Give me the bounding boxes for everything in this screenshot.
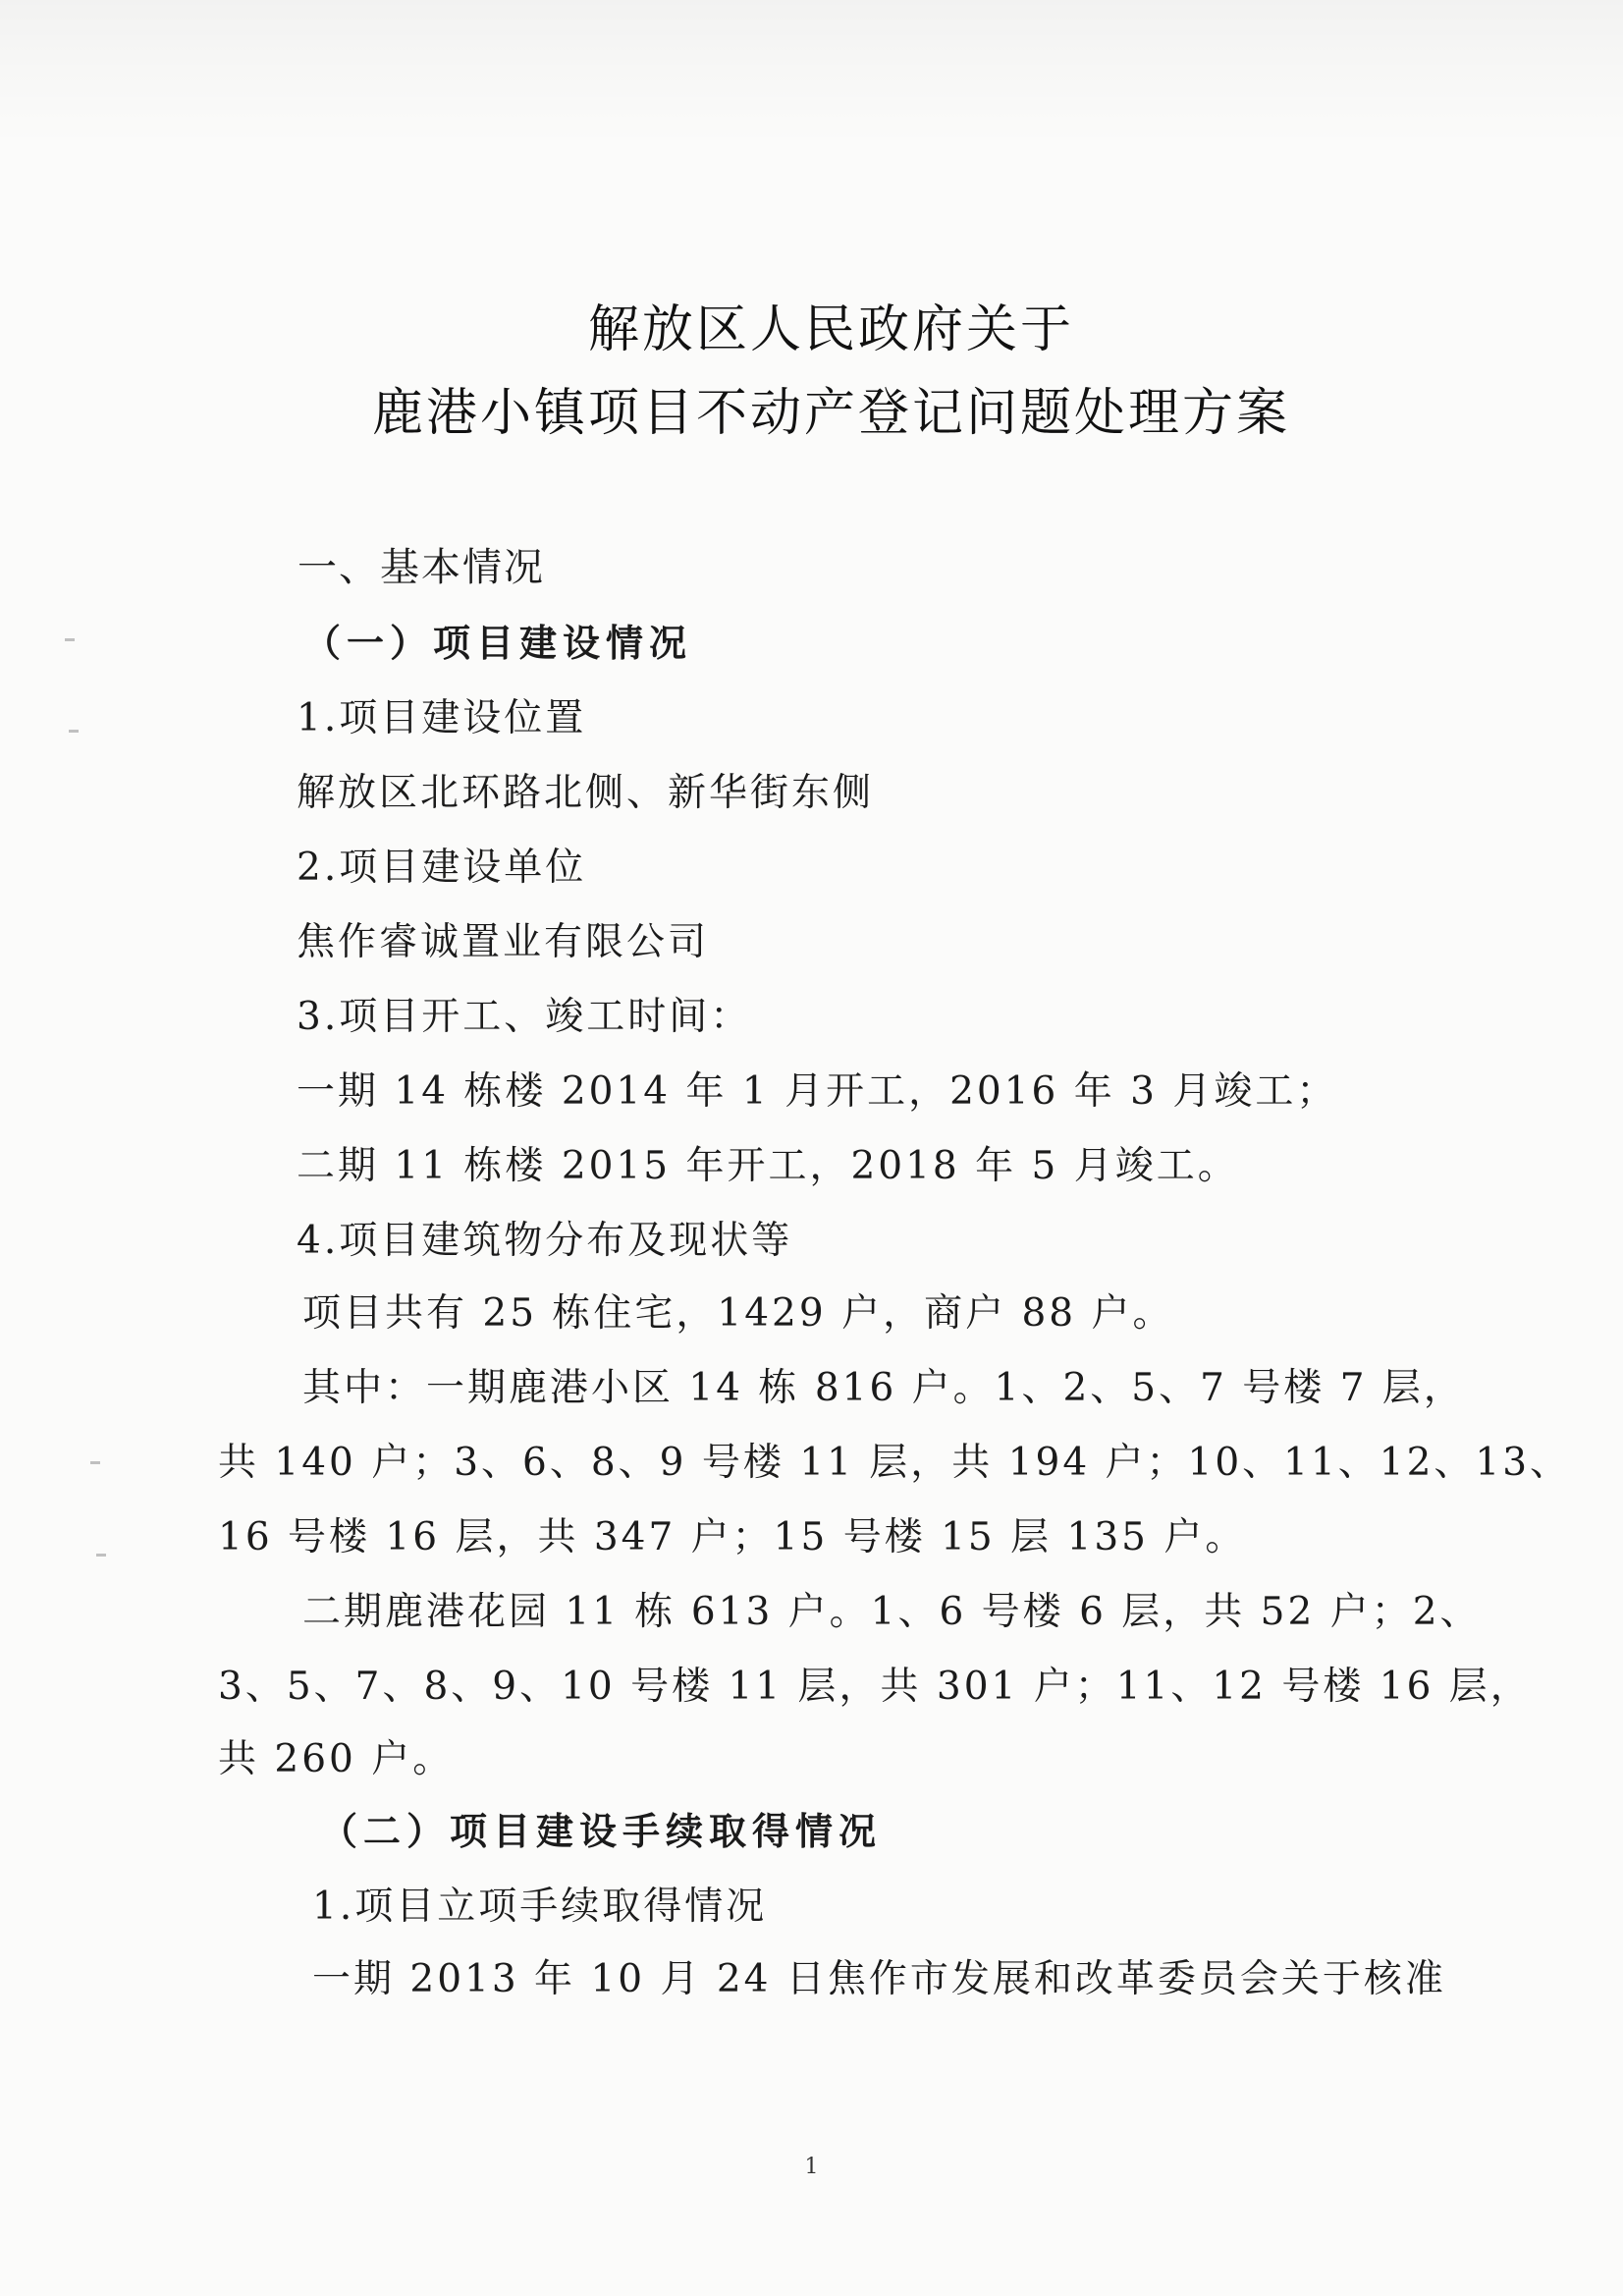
phase2-line3: 共 260 户。 [218,1737,455,1781]
document-title-line1: 解放区人民政府关于 [587,301,1074,359]
item4-summary: 项目共有 25 栋住宅，1429 户，商户 88 户。 [302,1291,1174,1336]
page-number: 1 [804,2155,819,2179]
scan-margin-mark [90,1461,100,1464]
item2-label: 2.项目建设单位 [297,846,587,890]
phase2-line2: 3、5、7、8、9、10 号楼 11 层，共 301 户；11、12 号楼 16 层， [218,1665,1532,1709]
phase1-line1: 其中：一期鹿港小区 14 栋 816 户。1、2、5、7 号楼 7 层， [302,1366,1465,1410]
scan-shadow [0,0,1623,147]
item3-phase1: 一期 14 栋楼 2014 年 1 月开工，2016 年 3 月竣工； [297,1069,1338,1114]
scan-margin-mark [65,638,75,641]
phase2-line1: 二期鹿港花园 11 栋 613 户。1、6 号楼 6 层，共 52 户；2、 [302,1590,1482,1634]
document-title-line2: 鹿港小镇项目不动产登记问题处理方案 [371,384,1290,443]
item4-label: 4.项目建筑物分布及现状等 [297,1219,793,1263]
sub2-item1-text: 一期 2013 年 10 月 24 日焦作市发展和改革委员会关于核准 [312,1957,1446,2001]
phase1-line3: 16 号楼 16 层，共 347 户；15 号楼 15 层 135 户。 [218,1515,1247,1559]
item1-label: 1.项目建设位置 [297,696,587,740]
item2-text: 焦作睿诚置业有限公司 [297,920,710,964]
subsection2-heading: （二）项目建设手续取得情况 [320,1809,883,1853]
section1-heading: 一、基本情况 [298,545,545,590]
scan-margin-mark [96,1554,106,1557]
subsection1-heading: （一）项目建设情况 [303,621,693,665]
sub2-item1-label: 1.项目立项手续取得情况 [312,1885,768,1929]
phase1-line2: 共 140 户；3、6、8、9 号楼 11 层，共 194 户；10、11、12、13、 [218,1441,1572,1485]
item1-text: 解放区北环路北侧、新华街东侧 [297,771,875,815]
item3-phase2: 二期 11 栋楼 2015 年开工，2018 年 5 月竣工。 [297,1144,1239,1188]
item3-label: 3.项目开工、竣工时间： [297,995,752,1039]
scan-margin-mark [69,730,79,733]
